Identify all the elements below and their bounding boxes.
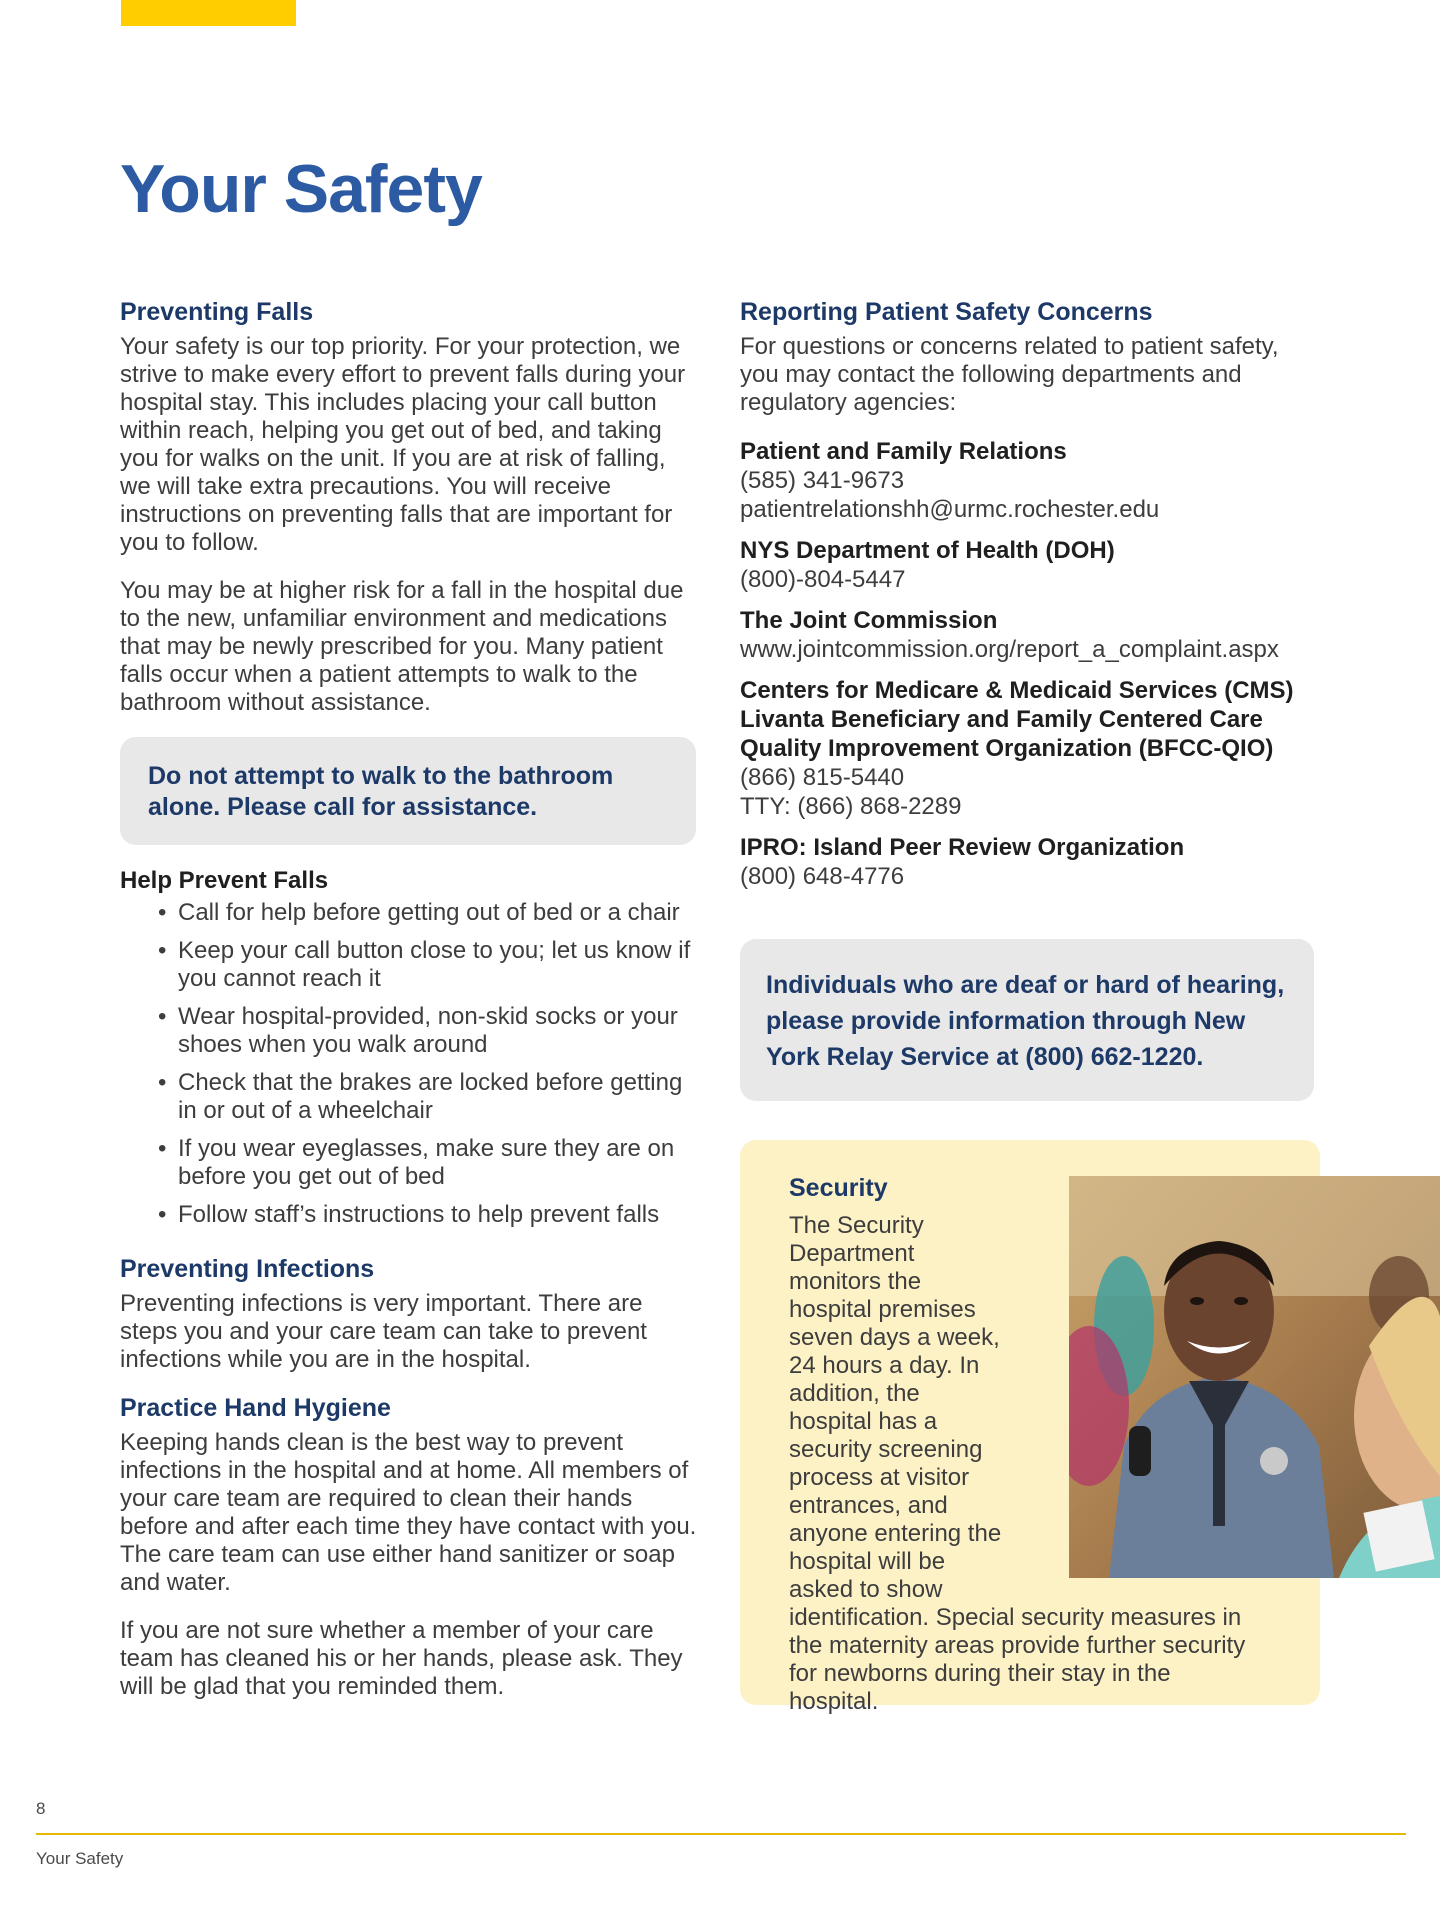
contact-phone: (866) 815-5440 (740, 764, 905, 791)
contact-name: Centers for Medicare & Medicaid Services (CMS) (740, 677, 1294, 704)
contact-phone: (585) 341-9673 (740, 467, 905, 494)
bathroom-callout: Do not attempt to walk to the bathroom alone. Please call for assistance. (120, 737, 696, 845)
page-number: 8 (36, 1799, 46, 1818)
preventing-falls-heading: Preventing Falls (120, 298, 314, 326)
contact-phone: (800)-804-5447 (740, 566, 906, 593)
contact-email: patientrelationshh@urmc.rochester.edu (740, 496, 1160, 523)
reporting-concerns-heading: Reporting Patient Safety Concerns (740, 298, 1153, 326)
contact-cms-livanta (740, 676, 1320, 821)
footer-section-label: Your Safety (36, 1849, 124, 1868)
page-title: Your Safety (120, 151, 482, 227)
list-item: • If you wear eyeglasses, make sure they are on before you get out of bed (158, 1135, 700, 1191)
contact-nys-doh (740, 536, 1320, 594)
help-prevent-falls-heading: Help Prevent Falls (120, 867, 329, 894)
list-item: • Keep your call button close to you; let us know if you cannot reach it (158, 937, 700, 993)
contact-name: IPRO: Island Peer Review Organization (740, 834, 1185, 861)
contact-phone: (800) 648-4776 (740, 863, 905, 890)
left-column (120, 298, 700, 1721)
contact-url: www.jointcommission.org/report_a_complaint.aspx (740, 636, 1279, 663)
security-heading: Security (789, 1174, 888, 1202)
top-accent-bar (121, 0, 296, 26)
contact-name: Livanta Beneficiary and Family Centered Care (740, 706, 1263, 733)
hand-hygiene-paragraph-2: If you are not sure whether a member of your care team has cleaned his or her hands, please ask. They will be glad that you reminded them. (120, 1617, 683, 1700)
security-text: The Security Department monitors the hospital premises seven days a week, 24 hours a day. In addition, the hospital has a security screening process at visitor entrances, and anyone entering the hospital will be asked to show identification. Special security measures in the maternity areas provide further security for newborns during their stay in the hospital. (789, 1212, 1246, 1715)
contact-patient-family-relations (740, 437, 1320, 524)
contact-ipro (740, 833, 1320, 891)
contact-name: Patient and Family Relations (740, 438, 1067, 465)
fall-tips-list (120, 899, 700, 1229)
preventing-infections-paragraph: Preventing infections is very important. There are steps you and your care team can take to prevent infections while you are in the hospital. (120, 1290, 647, 1373)
contact-name: NYS Department of Health (DOH) (740, 537, 1115, 564)
right-column (740, 298, 1320, 1101)
list-item: • Wear hospital-provided, non-skid socks or your shoes when you walk around (158, 1003, 700, 1059)
preventing-infections-heading: Preventing Infections (120, 1255, 375, 1283)
hand-hygiene-paragraph-1: Keeping hands clean is the best way to prevent infections in the hospital and at home. All members of your care team are required to clean their hands before and after each time they have contact with you. The care team can use either hand sanitizer or soap and water. (120, 1429, 697, 1596)
deaf-relay-callout: Individuals who are deaf or hard of hearing, please provide information through New York Relay Service at (800) 662-1220. (740, 939, 1314, 1101)
list-item: • Check that the brakes are locked before getting in or out of a wheelchair (158, 1069, 700, 1125)
preventing-falls-paragraph-2: You may be at higher risk for a fall in the hospital due to the new, unfamiliar environment and medications that may be newly prescribed for you. Many patient falls occur when a patient attempts to walk to the bathroom without assistance. (120, 577, 684, 716)
security-officer-photo (1069, 1176, 1440, 1578)
hand-hygiene-heading: Practice Hand Hygiene (120, 1394, 391, 1422)
footer-divider (36, 1833, 1406, 1835)
contact-name: The Joint Commission (740, 607, 998, 634)
list-item: • Call for help before getting out of bed or a chair (158, 899, 700, 927)
list-item: • Follow staff’s instructions to help prevent falls (158, 1201, 700, 1229)
contact-tty: TTY: (866) 868-2289 (740, 793, 962, 820)
contact-name: Quality Improvement Organization (BFCC-QIO) (740, 735, 1274, 762)
reporting-intro: For questions or concerns related to patient safety, you may contact the following departments and regulatory agencies: (740, 333, 1279, 416)
preventing-falls-paragraph-1: Your safety is our top priority. For your protection, we strive to make every effort to prevent falls during your hospital stay. This includes placing your call button within reach, helping you get out of bed, and taking you for walks on the unit. If you are at risk of falling, we will take extra precautions. You will receive instructions on preventing falls that are important for you to follow. (120, 333, 686, 556)
contact-joint-commission (740, 606, 1320, 664)
